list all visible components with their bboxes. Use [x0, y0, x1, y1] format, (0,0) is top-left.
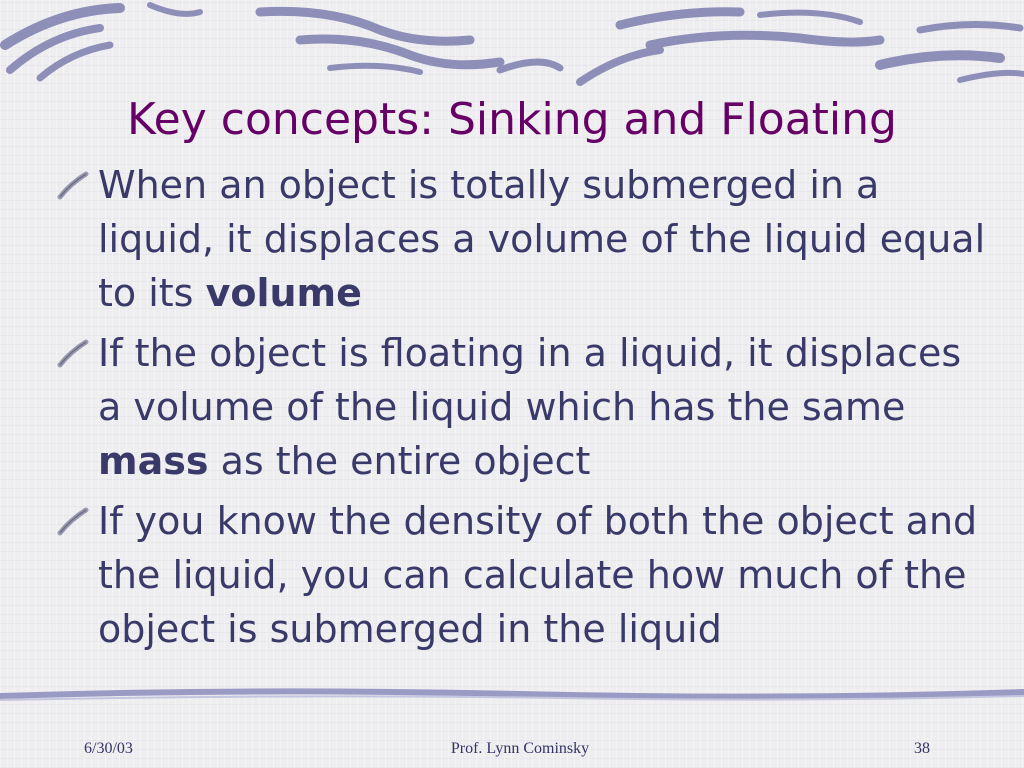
footer-author: Prof. Lynn Cominsky: [450, 740, 590, 757]
bullet-item: [56, 158, 986, 320]
bullet-list: [56, 158, 986, 662]
bullet-text: If the object is floating in a liquid, it displaces a volume of the liquid which has the same: [98, 331, 962, 429]
feather-quill-bullet-icon: [56, 506, 90, 536]
footer-page-number: 38: [914, 740, 930, 757]
bullet-emphasis: volume: [205, 271, 362, 315]
top-wave-decoration: [0, 0, 1024, 90]
footer-date: 6/30/03: [84, 740, 133, 757]
bullet-text: If you know the density of both the object and the liquid, you can calculate how much of the object is submerged in the liquid: [98, 499, 978, 651]
feather-quill-bullet-icon: [56, 170, 90, 200]
bullet-item: [56, 326, 986, 488]
bottom-wave-divider: [0, 684, 1024, 708]
bullet-text-tail: as the entire object: [208, 439, 591, 483]
bullet-text: When an object is totally submerged in a liquid, it displaces a volume of the liquid equal to its: [98, 163, 986, 315]
feather-quill-bullet-icon: [56, 338, 90, 368]
bullet-item: [56, 494, 986, 656]
slide-title: Key concepts: Sinking and Floating: [127, 94, 897, 145]
bullet-emphasis: mass: [98, 439, 209, 483]
